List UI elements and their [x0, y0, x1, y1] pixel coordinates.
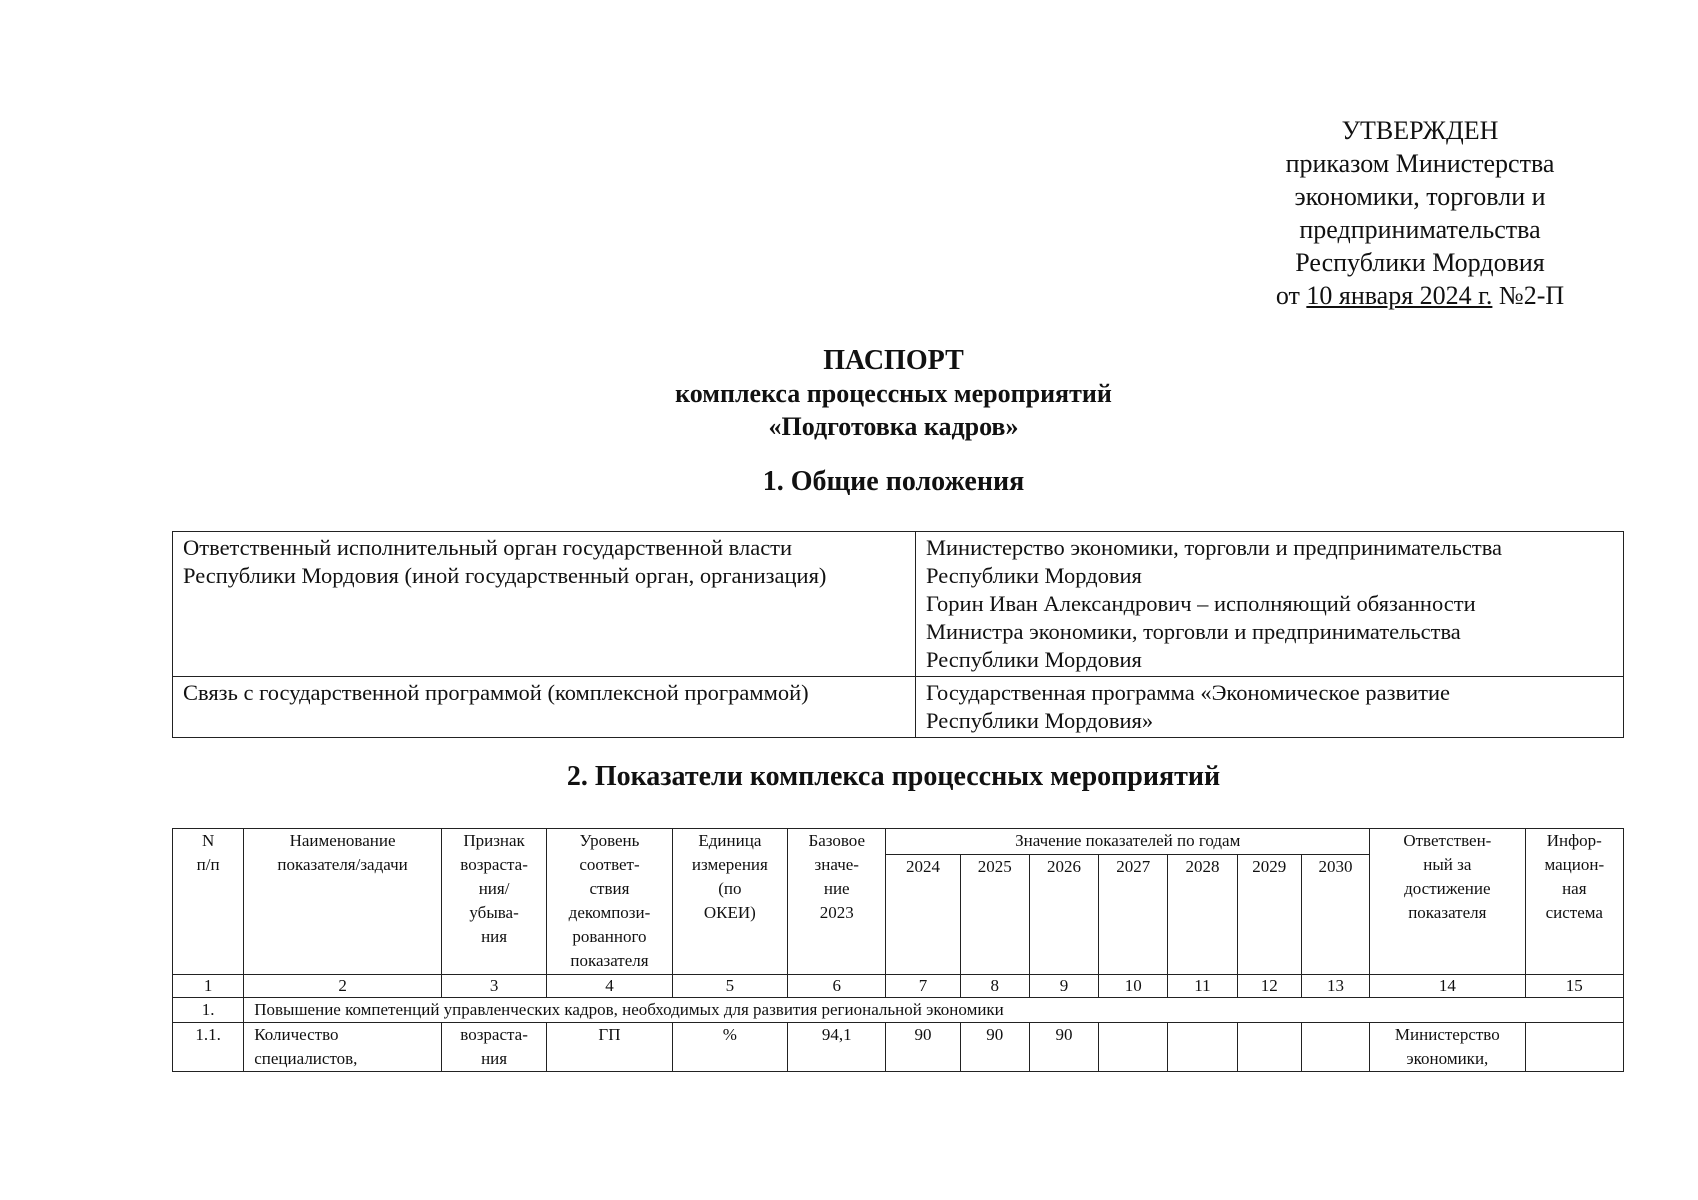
header-line: п/п	[196, 855, 220, 874]
approval-line: приказом Министерства	[1285, 149, 1555, 178]
column-number: 6	[788, 975, 886, 998]
indicator-sign-line: возраста-	[460, 1025, 528, 1044]
header-unit	[672, 829, 787, 975]
header-year: 2026	[1029, 855, 1098, 975]
table-row	[173, 532, 1624, 677]
header-line: ние	[823, 879, 850, 898]
indicator-unit: %	[672, 1023, 787, 1072]
indicator-value	[1099, 1023, 1168, 1072]
column-number: 3	[441, 975, 546, 998]
header-line: показателя	[1408, 903, 1487, 922]
header-line: Наименование	[289, 831, 396, 850]
general-value	[916, 677, 1624, 738]
indicator-responsible	[1370, 1023, 1526, 1072]
indicator-resp-line: экономики,	[1406, 1049, 1489, 1068]
header-line: соответ-	[579, 855, 640, 874]
value-line: Министра экономики, торговли и предпринимательства	[926, 619, 1461, 644]
column-number: 1	[173, 975, 244, 998]
column-numbers-row	[173, 975, 1624, 998]
value-line: Республики Мордовия»	[926, 708, 1154, 733]
column-number: 5	[672, 975, 787, 998]
column-number: 7	[886, 975, 960, 998]
header-line: декомпози-	[568, 903, 651, 922]
task-text: Повышение компетенций управленческих кадров, необходимых для развития региональной экономики	[244, 998, 1624, 1023]
indicator-value	[1301, 1023, 1369, 1072]
indicator-info-system	[1525, 1023, 1623, 1072]
header-line: ный за	[1423, 855, 1472, 874]
task-num: 1.	[173, 998, 244, 1023]
header-line: 2023	[819, 903, 854, 922]
indicator-name-line: Количество	[254, 1025, 339, 1044]
section2-heading: 2. Показатели комплекса процессных мероприятий	[566, 761, 1221, 792]
column-number: 11	[1168, 975, 1237, 998]
value-line: Республики Мордовия	[926, 563, 1142, 588]
section1-heading: 1. Общие положения	[762, 466, 1025, 497]
general-value	[916, 532, 1624, 677]
indicators-table	[172, 828, 1624, 1072]
header-line: измерения	[691, 855, 768, 874]
header-sign	[441, 829, 546, 975]
approval-date-line	[1250, 279, 1590, 312]
indicator-value: 90	[1029, 1023, 1098, 1072]
indicator-sign-line: ния	[481, 1049, 508, 1068]
header-line: ния/	[478, 879, 510, 898]
document-title: ПАСПОРТ	[823, 345, 964, 376]
header-line: ОКЕИ)	[703, 903, 756, 922]
header-line: ствия	[589, 879, 630, 898]
header-year: 2027	[1099, 855, 1168, 975]
header-num	[173, 829, 244, 975]
header-line: показателя	[570, 951, 649, 970]
header-row	[173, 829, 1624, 855]
header-year: 2030	[1301, 855, 1369, 975]
column-number: 14	[1370, 975, 1526, 998]
general-label: Ответственный исполнительный орган государственной власти Республики Мордовия (иной государственный орган, организация)	[173, 532, 916, 677]
header-line: (по	[718, 879, 742, 898]
column-number: 12	[1237, 975, 1301, 998]
column-number: 8	[960, 975, 1029, 998]
approval-number: №2-П	[1498, 281, 1565, 310]
task-row	[173, 998, 1624, 1023]
header-line: ния	[481, 927, 508, 946]
column-number: 15	[1525, 975, 1623, 998]
column-number: 10	[1099, 975, 1168, 998]
column-number: 9	[1029, 975, 1098, 998]
indicator-name-line: специалистов,	[254, 1049, 358, 1068]
approval-line: предпринимательства	[1299, 215, 1541, 244]
header-line: достижение	[1404, 879, 1491, 898]
header-responsible	[1370, 829, 1526, 975]
header-year: 2025	[960, 855, 1029, 975]
value-line: Горин Иван Александрович – исполняющий обязанности	[926, 591, 1476, 616]
approval-line: экономики, торговли и	[1294, 182, 1546, 211]
approval-line: Республики Мордовия	[1295, 248, 1545, 277]
value-line: Государственная программа «Экономическое развитие	[926, 680, 1451, 705]
header-line: мацион-	[1544, 855, 1605, 874]
general-provisions-table	[172, 531, 1624, 738]
document-subtitle-name: «Подготовка кадров»	[768, 412, 1019, 441]
header-line: Признак	[463, 831, 525, 850]
header-line: Базовое	[808, 831, 866, 850]
approval-block	[1250, 114, 1590, 312]
header-line: рованного	[572, 927, 647, 946]
indicator-level: ГП	[547, 1023, 672, 1072]
indicator-name	[244, 1023, 442, 1072]
header-base	[788, 829, 886, 975]
header-name	[244, 829, 442, 975]
indicator-value	[1168, 1023, 1237, 1072]
indicator-sign	[441, 1023, 546, 1072]
value-line: Республики Мордовия	[926, 647, 1142, 672]
header-line: Ответствен-	[1403, 831, 1492, 850]
indicator-value: 90	[960, 1023, 1029, 1072]
header-line: возраста-	[460, 855, 528, 874]
header-level	[547, 829, 672, 975]
header-line: Уровень	[579, 831, 640, 850]
table-row	[173, 677, 1624, 738]
header-year: 2029	[1237, 855, 1301, 975]
approval-date: 10 января 2024 г.	[1306, 281, 1493, 310]
column-number: 13	[1301, 975, 1369, 998]
header-line: Инфор-	[1546, 831, 1602, 850]
indicator-value	[1237, 1023, 1301, 1072]
value-line: Министерство экономики, торговли и предпринимательства	[926, 535, 1503, 560]
header-line: ная	[1562, 879, 1587, 898]
indicator-base: 94,1	[788, 1023, 886, 1072]
indicator-value: 90	[886, 1023, 960, 1072]
approval-date-prefix: от	[1275, 281, 1300, 310]
indicator-num: 1.1.	[173, 1023, 244, 1072]
header-year: 2028	[1168, 855, 1237, 975]
header-line: Единица	[698, 831, 762, 850]
header-years-group: Значение показателей по годам	[886, 829, 1370, 855]
header-line: показателя/задачи	[277, 855, 408, 874]
approval-heading: УТВЕРЖДЕН	[1341, 116, 1499, 145]
header-line: убыва-	[469, 903, 519, 922]
header-line: значе-	[814, 855, 859, 874]
header-year: 2024	[886, 855, 960, 975]
column-number: 4	[547, 975, 672, 998]
header-line: система	[1545, 903, 1603, 922]
document-subtitle: комплекса процессных мероприятий	[675, 379, 1112, 408]
general-label: Связь с государственной программой (комплексной программой)	[173, 677, 916, 738]
header-info-system	[1525, 829, 1623, 975]
header-line: N	[201, 831, 215, 850]
column-number: 2	[244, 975, 442, 998]
indicator-resp-line: Министерство	[1394, 1025, 1500, 1044]
indicator-row	[173, 1023, 1624, 1072]
